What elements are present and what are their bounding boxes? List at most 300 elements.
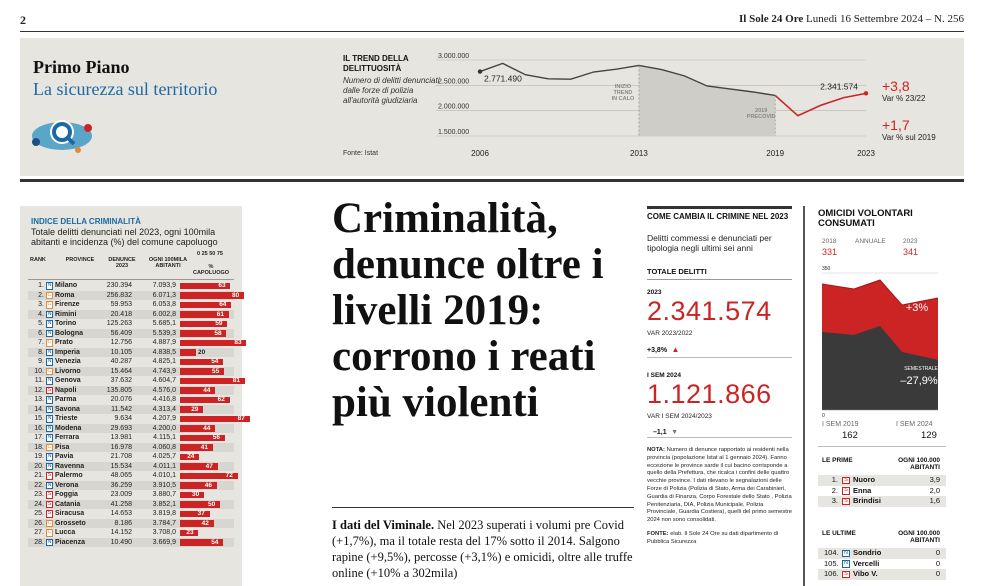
var-sem-value: –1,1 bbox=[653, 429, 667, 436]
mid-divider bbox=[647, 357, 792, 358]
area-badge: N bbox=[47, 481, 52, 488]
rank-cell: 15. bbox=[34, 415, 44, 422]
province-cell: Ferrara bbox=[55, 434, 80, 441]
province-cell: Prato bbox=[55, 339, 73, 346]
rank-cell: 24. bbox=[34, 500, 44, 508]
rank-number: 1. bbox=[831, 475, 838, 484]
lead-rule bbox=[332, 507, 634, 508]
area-badge: C bbox=[47, 529, 52, 535]
denunce-cell: 10.105 bbox=[110, 348, 132, 356]
per100k-cell: 3.708,0 bbox=[152, 529, 176, 536]
province-cell: Torino bbox=[55, 320, 77, 327]
rank-number: 106. bbox=[824, 569, 839, 578]
denunce-cell: 15.534 bbox=[110, 462, 132, 470]
denunce-cell: 8.186 bbox=[114, 519, 132, 527]
semester-pct: –27,9% bbox=[900, 375, 938, 387]
rank-cell: 23. bbox=[34, 491, 44, 498]
first-head: LE PRIME bbox=[822, 457, 853, 464]
province-cell: Roma bbox=[55, 291, 75, 299]
denunce-cell: 256.832 bbox=[106, 291, 132, 299]
sem-a-val: 162 bbox=[842, 430, 858, 441]
col-province: PROVINCE bbox=[65, 257, 95, 263]
val-b: 341 bbox=[903, 247, 919, 257]
source-text: elab. Il Sole 24 Ore su dati dipartimento di Pubblica Sicurezza bbox=[647, 530, 779, 545]
denunce-cell: 48.065 bbox=[110, 472, 132, 479]
trend-start-label: 2.771.490 bbox=[484, 73, 522, 84]
area-badge: S bbox=[47, 472, 52, 478]
area-badge: N bbox=[47, 282, 52, 288]
rank-cell: 27. bbox=[34, 529, 44, 536]
list-item bbox=[818, 486, 946, 497]
denunce-cell: 14.653 bbox=[110, 510, 132, 517]
denunce-cell: 12.756 bbox=[110, 339, 132, 346]
area-badge: N bbox=[47, 538, 52, 545]
rank-cell: 14. bbox=[34, 405, 44, 413]
rank-cell: 10. bbox=[34, 367, 44, 375]
area-badge: N bbox=[47, 405, 52, 412]
pct-label: 80 bbox=[232, 291, 240, 299]
per100k-cell: 3.669,9 bbox=[152, 538, 176, 546]
area-badge: N bbox=[47, 358, 52, 364]
denunce-cell: 40.287 bbox=[110, 358, 132, 365]
per100k-cell: 4.200,0 bbox=[152, 424, 176, 432]
rank-number: 3. bbox=[831, 496, 838, 505]
province-cell: Siracusa bbox=[55, 510, 85, 517]
trend-line-red bbox=[775, 93, 866, 115]
province-cell: Rimini bbox=[55, 310, 77, 318]
table-row bbox=[28, 386, 234, 396]
homicides-y-top: 350 bbox=[822, 266, 831, 272]
pct-label: 42 bbox=[201, 519, 209, 527]
table-row bbox=[28, 481, 234, 491]
y-tick-label: 2.000.000 bbox=[438, 103, 470, 111]
annual-pct: +3% bbox=[905, 302, 929, 314]
rank-cell: 13. bbox=[34, 396, 44, 403]
province-name: Vibo V. bbox=[853, 569, 878, 578]
total-crimes-rule bbox=[647, 279, 792, 280]
var-2023-label: VAR 2023/2022 bbox=[647, 330, 693, 337]
pct-label: 62 bbox=[217, 396, 225, 403]
index-header-rule bbox=[28, 279, 234, 280]
denunce-cell: 36.259 bbox=[110, 481, 132, 489]
col-denunce: DENUNCE 2023 bbox=[108, 257, 136, 269]
pct-label: 30 bbox=[192, 491, 200, 498]
per100k-cell: 4.060,8 bbox=[152, 443, 176, 451]
security-logo-icon bbox=[30, 112, 94, 158]
rank-cell: 9. bbox=[38, 358, 44, 365]
area-badge: S bbox=[842, 498, 850, 506]
col-pct: % CAPOLUOGO bbox=[192, 264, 230, 276]
area-badge: S bbox=[842, 487, 850, 495]
table-row bbox=[28, 471, 234, 481]
rate-value: 2,0 bbox=[929, 485, 940, 495]
list-item bbox=[818, 559, 946, 570]
table-row bbox=[28, 395, 234, 405]
lead-kicker: I dati del Viminale. bbox=[332, 518, 435, 532]
area-badge: N bbox=[842, 560, 850, 568]
denunce-cell: 20.076 bbox=[110, 396, 132, 403]
rank-cell: 2. bbox=[38, 291, 44, 299]
rank-cell: 6. bbox=[38, 329, 44, 337]
area-badge: N bbox=[47, 348, 52, 355]
last-head: LE ULTIME bbox=[822, 530, 856, 537]
per100k-cell: 4.416,8 bbox=[152, 396, 176, 403]
per100k-cell: 3.819,8 bbox=[152, 510, 176, 517]
per100k-cell: 3.880,7 bbox=[152, 491, 176, 498]
table-row bbox=[28, 300, 234, 310]
area-badge: N bbox=[47, 377, 52, 383]
pct-label: 58 bbox=[214, 329, 222, 337]
per100k-cell: 5.539,3 bbox=[152, 329, 176, 337]
pct-label: 41 bbox=[200, 443, 209, 451]
rank-cell: 22. bbox=[34, 481, 44, 489]
table-row bbox=[28, 462, 234, 472]
first-unit: OGNI 100.000 ABITANTI bbox=[898, 457, 940, 471]
pct-label: 63 bbox=[218, 282, 226, 289]
table-row bbox=[28, 452, 234, 462]
table-row bbox=[28, 291, 240, 301]
area-badge: C bbox=[47, 519, 52, 526]
table-row bbox=[28, 538, 234, 548]
trend-chart bbox=[436, 50, 876, 162]
province-cell: Napoli bbox=[55, 386, 77, 394]
col-pct-scale: 0 25 50 75 bbox=[197, 251, 223, 257]
rc-divider bbox=[818, 446, 946, 447]
crime-change-rule bbox=[647, 206, 792, 209]
rank-cell: 17. bbox=[34, 434, 44, 441]
mid-divider-2 bbox=[647, 437, 792, 438]
province-cell: Grosseto bbox=[55, 519, 86, 527]
area-badge: S bbox=[47, 510, 52, 516]
homicides-rule bbox=[803, 206, 805, 586]
table-row bbox=[28, 433, 234, 443]
table-row bbox=[28, 519, 234, 529]
rank-cell: 16. bbox=[34, 424, 44, 432]
area-badge: C bbox=[47, 291, 52, 298]
province-cell: Trieste bbox=[55, 415, 78, 422]
list-item bbox=[818, 475, 946, 486]
area-badge: N bbox=[47, 434, 52, 440]
sem-b-label: I SEM 2024 bbox=[896, 421, 933, 428]
crime-change-description: Delitti commessi e denunciati per tipologia negli ultimi sei anni bbox=[647, 233, 772, 253]
x-tick-label: 2013 bbox=[630, 149, 648, 158]
annual-series-label: ANNUALE bbox=[905, 294, 929, 300]
trend-description: Numero di delitti denunciati dalle forze di polizia all'autorità giudiziaria bbox=[343, 76, 440, 105]
rank-cell: 7. bbox=[38, 339, 44, 346]
source-line bbox=[647, 531, 792, 547]
pct-label: 81 bbox=[232, 377, 241, 384]
province-cell: Foggia bbox=[55, 491, 78, 498]
province-name: Vercelli bbox=[853, 558, 880, 568]
lead-text: Nel 2023 superati i volumi pre Covid (+1,7%), ma il totale resta del 17% sotto il 2014. Salgono rapine (+9,5%), percosse (+3,1%) e omicidi, oltre alle truffe online (+10% a 302mila) bbox=[332, 518, 633, 580]
area-badge: N bbox=[47, 320, 52, 326]
homicides-title: OMICIDI VOLONTARI CONSUMATI bbox=[818, 208, 913, 229]
annot-covid: 2019 PRECOVID bbox=[746, 108, 776, 120]
area-badge: S bbox=[47, 491, 52, 497]
pct-label: 55 bbox=[212, 367, 220, 375]
province-cell: Milano bbox=[55, 282, 78, 289]
rank-cell: 8. bbox=[38, 348, 44, 356]
trend-point bbox=[478, 69, 482, 73]
page-number: 2 bbox=[20, 13, 26, 27]
trend-var2-label: Var % sul 2019 bbox=[882, 133, 936, 142]
rank-cell: 4. bbox=[38, 310, 44, 318]
trend-area bbox=[639, 65, 775, 136]
denunce-cell: 15.464 bbox=[110, 367, 132, 375]
var-sem-label: VAR I SEM 2024/2023 bbox=[647, 413, 712, 420]
issue-number: – N. 256 bbox=[925, 13, 964, 25]
table-row bbox=[28, 367, 234, 377]
rate-value: 0 bbox=[935, 548, 940, 557]
col-per100k: OGNI 100MILA ABITANTI bbox=[148, 257, 188, 269]
total-2023-value: 2.341.574 bbox=[647, 296, 772, 326]
per100k-cell: 4.887,9 bbox=[152, 339, 176, 346]
denunce-cell: 41.258 bbox=[110, 500, 132, 508]
per100k-cell: 4.838,5 bbox=[152, 348, 176, 356]
table-row bbox=[28, 528, 234, 538]
per100k-cell: 4.207,9 bbox=[152, 415, 176, 422]
per100k-cell: 4.604,7 bbox=[152, 377, 176, 384]
rate-value: 0 bbox=[935, 569, 940, 578]
province-cell: Catania bbox=[55, 500, 81, 508]
per100k-cell: 3.910,5 bbox=[152, 481, 176, 489]
pct-label: 44 bbox=[203, 424, 211, 432]
pct-label: 47 bbox=[205, 462, 213, 470]
trend-var1-label: Var % 23/22 bbox=[882, 94, 926, 103]
header-rule bbox=[20, 31, 964, 32]
province-name: Nuoro bbox=[853, 475, 876, 484]
masthead-line bbox=[739, 13, 964, 25]
pct-label: 46 bbox=[204, 481, 213, 489]
province-cell: Pisa bbox=[55, 443, 70, 451]
table-row bbox=[28, 338, 242, 348]
denunce-cell: 23.009 bbox=[110, 491, 132, 498]
denunce-cell: 11.542 bbox=[111, 405, 132, 413]
table-row bbox=[28, 310, 234, 320]
per100k-cell: 3.784,7 bbox=[152, 519, 176, 527]
arrow-down-icon: ▼ bbox=[671, 429, 679, 436]
main-headline: Criminalità, denunce oltre i livelli 2019: corrono i reati più violenti bbox=[332, 195, 604, 426]
list-item bbox=[818, 569, 946, 580]
index-title: INDICE DELLA CRIMINALITÀ bbox=[31, 217, 141, 226]
province-cell: Firenze bbox=[55, 301, 80, 308]
per100k-cell: 4.010,1 bbox=[152, 472, 176, 479]
note bbox=[647, 447, 792, 547]
trend-point bbox=[864, 91, 868, 95]
table-row bbox=[28, 376, 241, 386]
last-unit: OGNI 100.000 ABITANTI bbox=[898, 530, 940, 544]
annot-peak: INIZIO TREND IN CALO bbox=[611, 84, 635, 102]
sem-2024-label: I SEM 2024 bbox=[647, 372, 681, 379]
y-tick-label: 1.500.000 bbox=[438, 129, 470, 136]
pct-bar bbox=[180, 349, 196, 356]
pct-bar bbox=[180, 511, 210, 518]
denunce-cell: 20.418 bbox=[110, 310, 132, 318]
denunce-cell: 13.981 bbox=[110, 434, 132, 441]
list-item bbox=[818, 548, 946, 559]
col-rank: RANK bbox=[30, 257, 46, 263]
section-title: Primo Piano bbox=[33, 57, 130, 77]
table-row bbox=[28, 405, 234, 415]
per100k-cell: 6.002,8 bbox=[152, 310, 176, 318]
trend-var1 bbox=[882, 78, 925, 103]
province-cell: Ravenna bbox=[55, 462, 85, 470]
area-badge: N bbox=[47, 415, 52, 421]
denunce-cell: 21.708 bbox=[110, 453, 132, 460]
table-row bbox=[28, 281, 234, 291]
rank-number: 2. bbox=[831, 485, 838, 495]
province-cell: Venezia bbox=[55, 358, 81, 365]
province-cell: Lucca bbox=[55, 529, 76, 536]
pct-label: 61 bbox=[216, 310, 225, 318]
province-cell: Pavia bbox=[55, 453, 74, 460]
table-row bbox=[28, 329, 234, 339]
area-badge: S bbox=[47, 386, 52, 393]
x-tick-label: 2006 bbox=[471, 149, 489, 158]
table-row bbox=[28, 509, 234, 519]
per100k-cell: 4.313,4 bbox=[152, 405, 176, 413]
pct-label: 56 bbox=[212, 434, 221, 441]
table-row bbox=[28, 414, 245, 424]
issue-date: Lunedì 16 Settembre 2024 bbox=[806, 13, 924, 25]
y-tick-label: 3.000.000 bbox=[438, 53, 470, 60]
per100k-cell: 7.093,9 bbox=[152, 282, 176, 289]
table-row bbox=[28, 500, 234, 510]
rank-cell: 28. bbox=[34, 538, 44, 546]
trend-var2 bbox=[882, 117, 936, 142]
pct-label: 50 bbox=[208, 500, 216, 508]
pct-label: 37 bbox=[197, 510, 205, 517]
per100k-cell: 4.576,0 bbox=[152, 386, 176, 394]
rank-cell: 25. bbox=[34, 510, 44, 517]
area-badge: C bbox=[47, 443, 52, 450]
rate-value: 0 bbox=[935, 558, 940, 568]
source-label: FONTE: bbox=[647, 530, 669, 537]
denunce-cell: 16.978 bbox=[110, 443, 132, 451]
semester-series-label: SEMESTRALE bbox=[904, 366, 938, 372]
denunce-cell: 14.152 bbox=[110, 529, 132, 536]
rate-value: 1,6 bbox=[929, 496, 940, 505]
rank-number: 105. bbox=[824, 558, 839, 568]
table-row bbox=[28, 424, 234, 434]
trend-end-label: 2.341.574 bbox=[820, 81, 858, 92]
area-badge: C bbox=[47, 301, 52, 307]
crime-change-title: COME CAMBIA IL CRIMINE NEL 2023 bbox=[647, 212, 789, 221]
y-tick-label: 2.500.000 bbox=[438, 78, 470, 86]
per100k-cell: 4.825,1 bbox=[152, 358, 176, 365]
newspaper-name[interactable]: Il Sole 24 Ore bbox=[739, 13, 804, 25]
denunce-cell: 37.632 bbox=[110, 377, 132, 384]
province-cell: Livorno bbox=[55, 367, 81, 375]
rank-cell: 21. bbox=[34, 472, 44, 479]
table-row bbox=[28, 348, 234, 358]
sem-a-label: I SEM 2019 bbox=[822, 421, 859, 428]
area-badge: S bbox=[842, 571, 850, 579]
homicides-y-zero: 0 bbox=[822, 413, 825, 419]
rank-cell: 19. bbox=[34, 453, 44, 460]
denunce-cell: 9.634 bbox=[114, 415, 132, 422]
denunce-cell: 135.805 bbox=[106, 386, 132, 394]
area-badge: C bbox=[47, 339, 52, 345]
per100k-cell: 4.025,7 bbox=[152, 453, 176, 460]
arrow-up-icon: ▲ bbox=[671, 345, 680, 354]
trend-title: IL TREND DELLA DELITTUOSITÀ bbox=[343, 54, 409, 73]
pct-label: 64 bbox=[219, 301, 227, 308]
province-name: Sondrio bbox=[853, 548, 882, 557]
rank-cell: 1. bbox=[38, 282, 44, 289]
denunce-cell: 230.394 bbox=[106, 282, 132, 289]
section-rule bbox=[20, 179, 964, 182]
pct-label: 87 bbox=[237, 415, 245, 422]
table-row bbox=[28, 319, 234, 329]
area-badge: N bbox=[47, 462, 52, 469]
pct-label: 83 bbox=[234, 339, 242, 346]
note-text: Numero di denunce rapportato ai residenti nella provincia (popolazione Istat al 1 gennaio 2024). Fanno eccezione le province sarde il cui bacino corrisponde a quello della Prefettura, che ricalca i confini delle quattro vecchie province. I dati rilevano le segnalazioni delle Forze di Polizia (Polizia di Stato, Arma dei Carabinieri, Guardia di Finanza, Corpo Forestale dello Stato , Polizia Penitenziaria, DIA, Polizia Municipale, Polizia Provinciale, Guardia Costiera), quelli del primo semestre 2024 non sono consolidati. bbox=[647, 447, 792, 524]
province-cell: Piacenza bbox=[55, 538, 85, 546]
denunce-cell: 59.953 bbox=[110, 301, 132, 308]
lead-paragraph bbox=[332, 517, 637, 581]
area-badge: N bbox=[47, 396, 52, 402]
province-cell: Palermo bbox=[55, 472, 83, 479]
index-description: Totale delitti denunciati nel 2023, ogni 100mila abitanti e incidenza (%) del comune capoluogo bbox=[31, 227, 218, 247]
sem-2024-value: 1.121.866 bbox=[647, 379, 772, 409]
province-cell: Bologna bbox=[55, 329, 83, 337]
trend-source: Fonte: Istat bbox=[343, 150, 379, 157]
area-badge: C bbox=[47, 367, 52, 374]
rank-number: 104. bbox=[824, 548, 839, 557]
pct-label: 72 bbox=[225, 472, 233, 479]
pct-label: 23 bbox=[186, 529, 194, 536]
per100k-cell: 3.852,1 bbox=[152, 500, 176, 508]
section-subtitle: La sicurezza sul territorio bbox=[33, 79, 218, 99]
trend-var2-value: +1,7 bbox=[882, 117, 910, 133]
per100k-cell: 6.053,8 bbox=[152, 301, 176, 308]
province-cell: Savona bbox=[55, 405, 80, 413]
rate-value: 3,9 bbox=[929, 475, 940, 484]
rank-cell: 20. bbox=[34, 462, 44, 470]
list-item bbox=[818, 496, 946, 507]
note-label: NOTA: bbox=[647, 447, 665, 453]
rank-cell: 26. bbox=[34, 519, 44, 527]
table-row bbox=[28, 490, 234, 500]
denunce-cell: 56.409 bbox=[110, 329, 132, 337]
pct-label: 54 bbox=[211, 538, 219, 546]
denunce-cell: 29.693 bbox=[110, 424, 132, 432]
area-badge: S bbox=[842, 477, 850, 485]
pct-label: 59 bbox=[215, 320, 223, 327]
annual-label: ANNUALE bbox=[855, 238, 886, 245]
province-cell: Modena bbox=[55, 424, 82, 432]
year-2023-label: 2023 bbox=[647, 289, 662, 296]
per100k-cell: 4.011,1 bbox=[153, 462, 176, 470]
pct-label: 54 bbox=[211, 358, 219, 365]
province-cell: Imperia bbox=[55, 348, 80, 356]
rank-cell: 5. bbox=[38, 320, 44, 327]
year-a-label: 2018 bbox=[822, 238, 837, 245]
rank-cell: 11. bbox=[34, 377, 44, 384]
pct-label: 24 bbox=[187, 453, 195, 460]
denunce-cell: 10.490 bbox=[110, 538, 132, 546]
total-crimes-label: TOTALE DELITTI bbox=[647, 267, 707, 276]
pct-label: 20 bbox=[198, 348, 206, 356]
per100k-cell: 6.071,3 bbox=[152, 291, 176, 299]
per100k-cell: 4.115,1 bbox=[153, 434, 176, 441]
sem-b-val: 129 bbox=[921, 430, 937, 441]
province-name: Enna bbox=[853, 485, 872, 495]
trend-var1-value: +3,8 bbox=[882, 78, 910, 94]
year-b-label: 2023 bbox=[903, 238, 918, 245]
per100k-cell: 4.743,9 bbox=[152, 367, 176, 375]
